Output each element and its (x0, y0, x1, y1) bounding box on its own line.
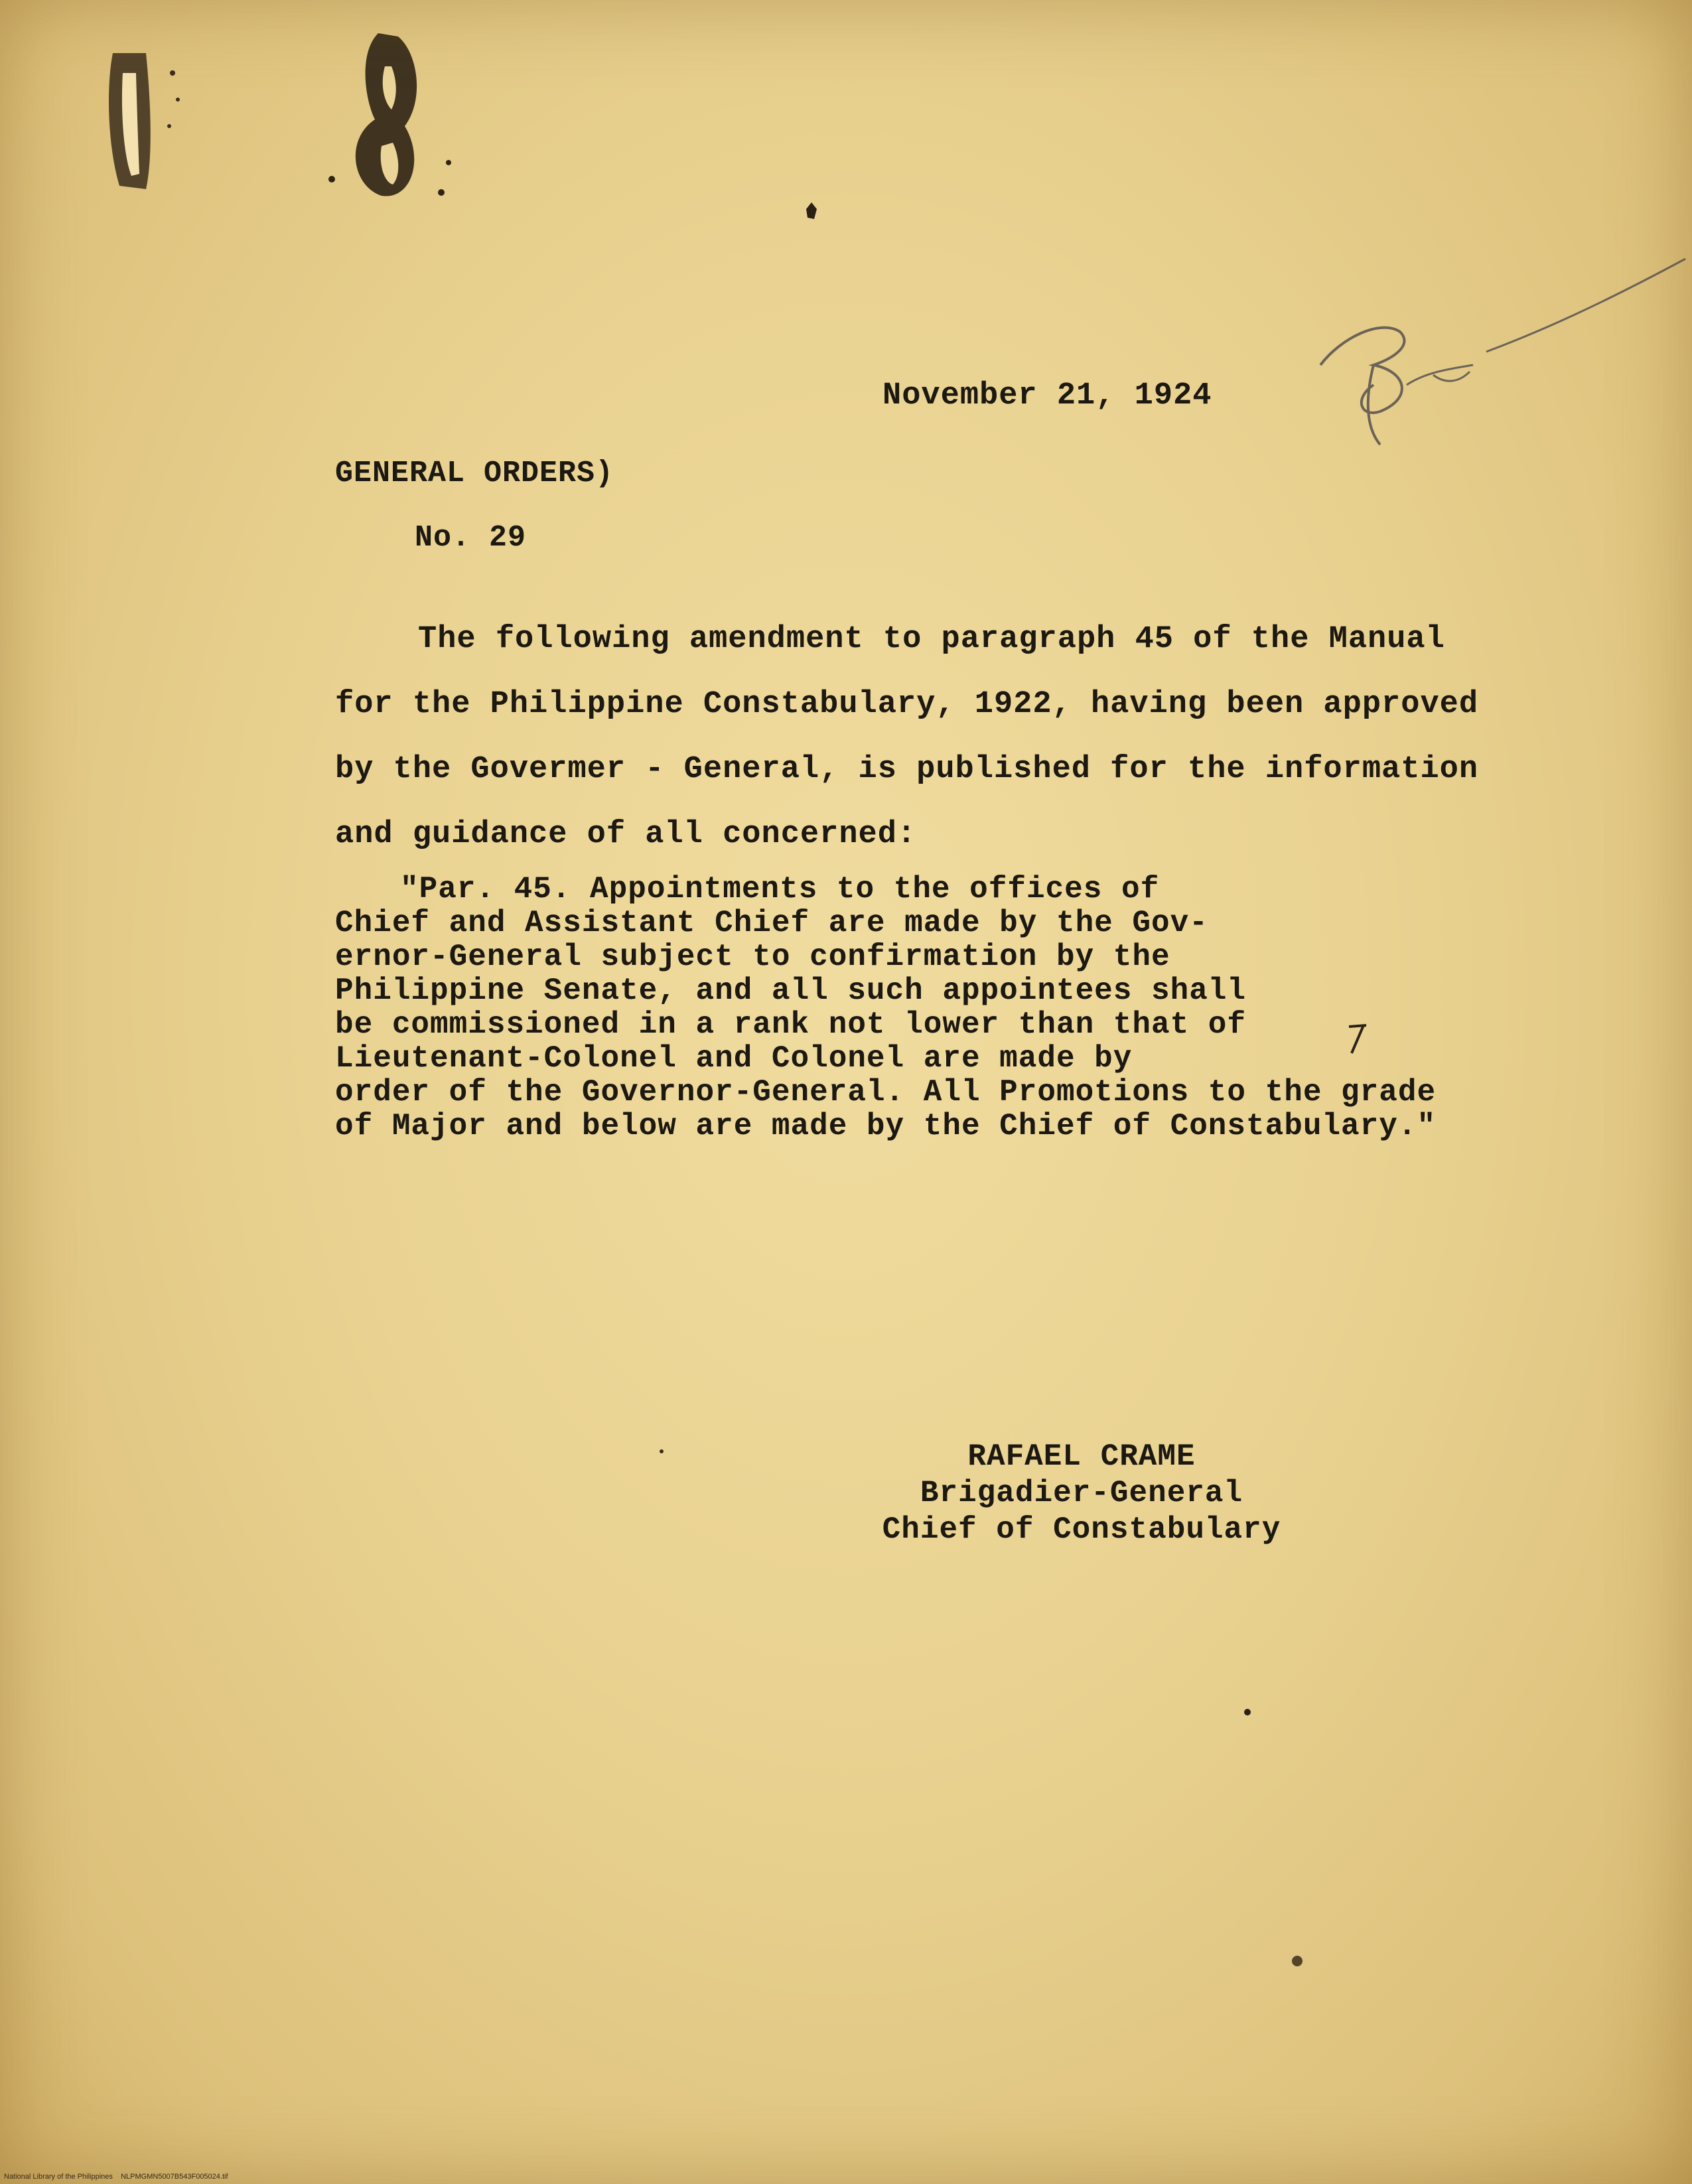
ink-speck (1287, 1951, 1307, 1971)
quote-line: Philippine Senate, and all such appointees shall (335, 974, 1247, 1008)
ink-speck (800, 199, 826, 232)
pencil-initial-scribble (1301, 232, 1692, 471)
paragraph-line: by the Govermer - General, is published for the information (335, 752, 1479, 787)
ink-speck (657, 1447, 666, 1456)
general-orders-number: No. 29 (415, 521, 527, 555)
paragraph-line: The following amendment to paragraph 45 of the Manual (418, 622, 1445, 657)
signatory-title: Chief of Constabulary (882, 1512, 1281, 1547)
signatory-name: RAFAEL CRAME (967, 1439, 1196, 1474)
quote-line: Chief and Assistant Chief are made by the Gov- (335, 906, 1208, 940)
ink-speck (1241, 1706, 1254, 1719)
signatory-rank: Brigadier-General (920, 1476, 1243, 1510)
general-orders-heading: GENERAL ORDERS) (335, 457, 614, 490)
archive-footer: National Library of the Philippines NLPMGMN5007B543F005024.tif (4, 2173, 228, 2181)
punch-hole-stain-right (318, 27, 458, 206)
quote-line: order of the Governor-General. All Promotions to the grade (335, 1075, 1437, 1110)
quote-line: be commissioned in a rank not lower than that of (335, 1007, 1247, 1042)
signature-block (849, 1439, 1314, 1548)
handwritten-insertion-mark (1344, 1019, 1370, 1058)
paragraph-line: for the Philippine Constabulary, 1922, having been approved (335, 687, 1479, 722)
introductory-paragraph (335, 607, 1596, 867)
quote-line: ernor-General subject to confirmation by the (335, 940, 1170, 974)
amended-paragraph-quote (335, 873, 1596, 1143)
document-date: November 21, 1924 (882, 378, 1212, 413)
quote-line: "Par. 45. Appointments to the offices of (400, 872, 1160, 907)
punch-hole-stain-left (100, 27, 186, 199)
quote-line: Lieutenant-Colonel and Colonel are made by (335, 1041, 1133, 1076)
paragraph-line: and guidance of all concerned: (335, 817, 917, 852)
quote-line: of Major and below are made by the Chief of Constabulary." (335, 1109, 1437, 1143)
